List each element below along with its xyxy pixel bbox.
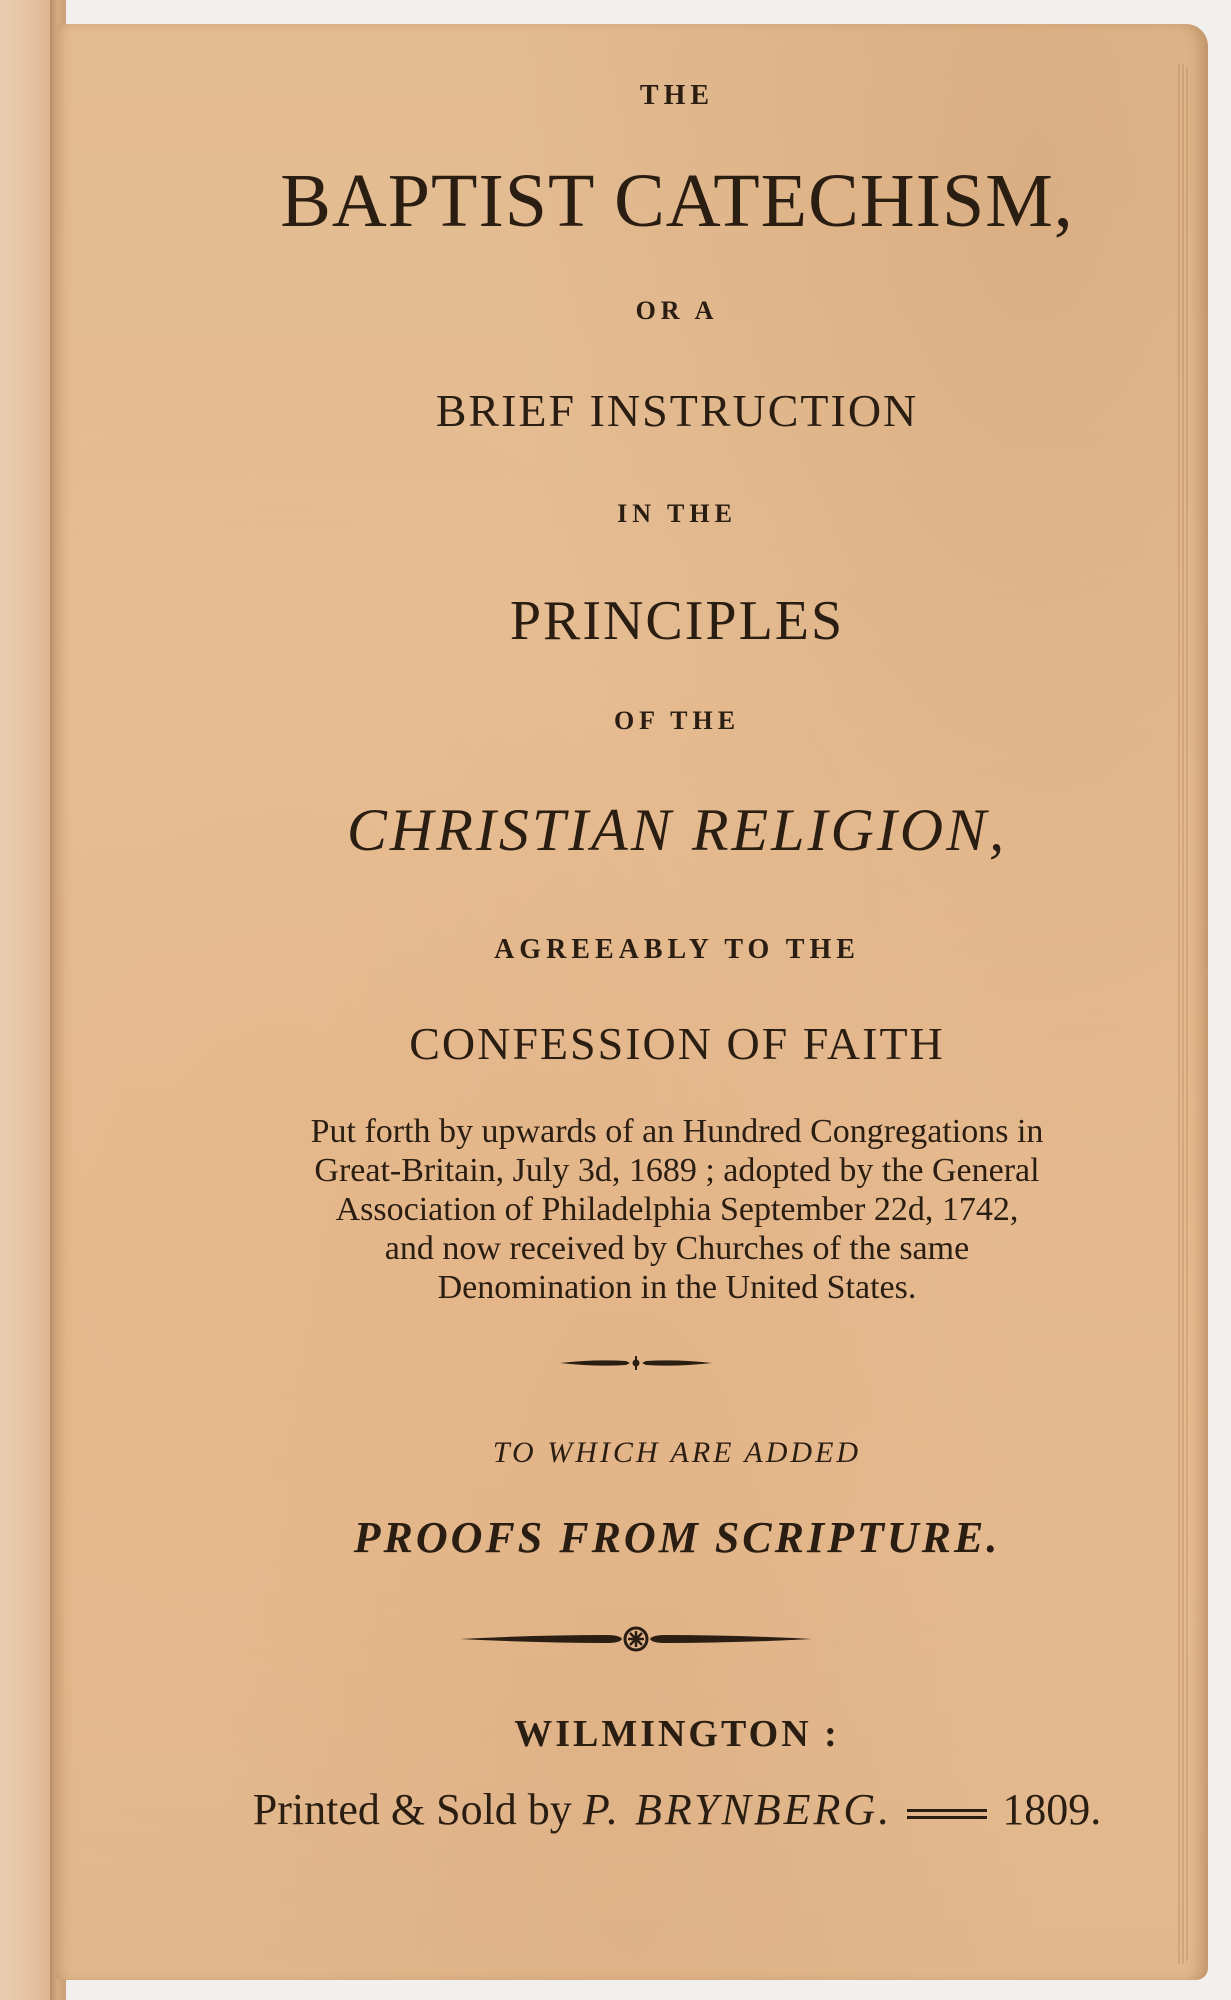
place-of-publication: WILMINGTON : — [514, 1713, 840, 1755]
large-rule-ornament — [456, 1624, 816, 1654]
imprint-year: 1809. — [1002, 1785, 1102, 1834]
description-line: Put forth by upwards of an Hundred Congregations in — [310, 1113, 1044, 1150]
heading-principles: PRINCIPLES — [509, 590, 845, 652]
title-main: BAPTIST CATECHISM, — [280, 159, 1074, 243]
imprint-publisher: P. BRYNBERG. — [582, 1785, 893, 1834]
heading-or-a: OR A — [635, 296, 719, 325]
heading-proofs-from-scripture: PROOFS FROM SCRIPTURE. — [353, 1513, 1001, 1562]
heading-in-the: IN THE — [617, 499, 737, 528]
imprint-line — [112, 1784, 1231, 1835]
description-line: Denomination in the United States. — [437, 1269, 917, 1306]
imprint-printed-by: Printed & Sold by — [252, 1785, 572, 1834]
small-rule-ornament — [556, 1350, 716, 1376]
heading-the: THE — [639, 80, 715, 111]
description-line: and now received by Churches of the same — [384, 1230, 970, 1267]
page-edge — [1178, 64, 1190, 1964]
heading-to-which-added: TO WHICH ARE ADDED — [492, 1436, 862, 1469]
heading-of-the: OF THE — [613, 706, 741, 735]
heading-brief-instruction: BRIEF INSTRUCTION — [435, 385, 919, 436]
description-paragraph — [112, 1112, 1231, 1307]
imprint-rule-ornament — [905, 1802, 989, 1826]
heading-confession: CONFESSION OF FAITH — [409, 1018, 945, 1069]
description-line: Great-Britain, July 3d, 1689 ; adopted by the General — [314, 1152, 1040, 1189]
description-line: Association of Philadelphia September 22d, 1742, — [335, 1191, 1019, 1228]
title-page — [56, 24, 1208, 1980]
heading-christian-religion: CHRISTIAN RELIGION, — [346, 797, 1008, 863]
heading-agreeably: AGREEABLY TO THE — [494, 934, 860, 965]
